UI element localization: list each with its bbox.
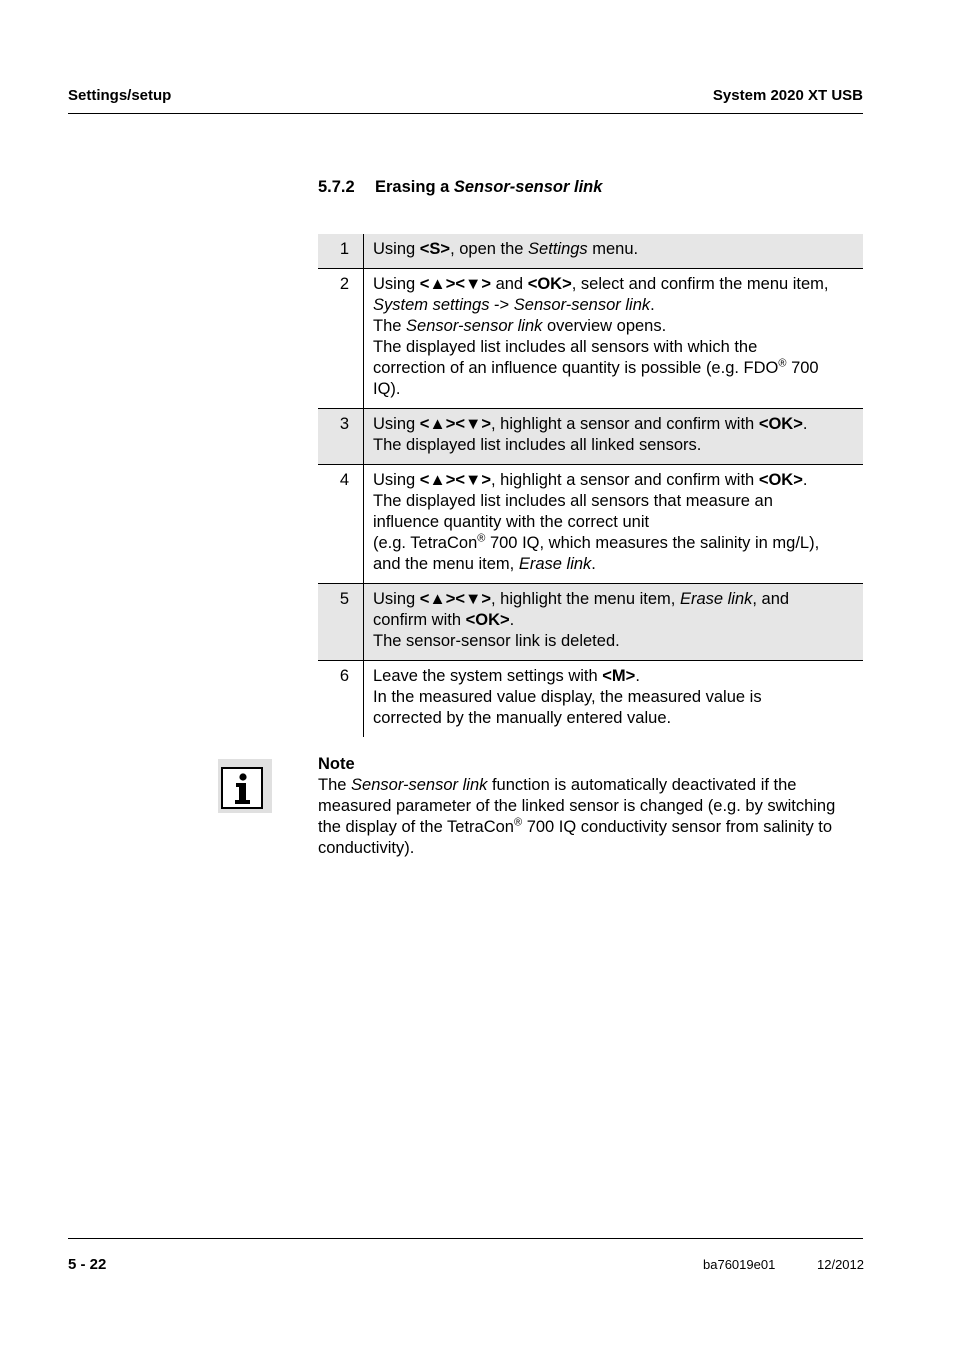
text-segment: Using: [373, 590, 420, 608]
text-segment: The displayed list includes all sensors with which the: [373, 338, 758, 356]
document-date: 12/2012: [817, 1257, 864, 1272]
text-segment: corrected by the manually entered value.: [373, 709, 672, 727]
menu-term: Sensor-sensor link: [406, 317, 543, 335]
key-label: <▲><▼>: [419, 415, 491, 433]
text-line: [373, 687, 859, 708]
document-id: ba76019e01: [703, 1257, 776, 1272]
text-line: [373, 554, 859, 575]
text-segment: The displayed list includes all linked sensors.: [373, 436, 702, 454]
text-segment: In the measured value display, the measured value is: [373, 688, 762, 706]
key-label: <OK>: [465, 611, 510, 629]
text-segment: , open the: [450, 240, 529, 258]
section-number: 5.7.2: [318, 178, 355, 196]
registered-mark: ®: [477, 532, 486, 545]
step-row: [318, 269, 863, 409]
text-line: [373, 239, 859, 260]
key-label: <OK>: [527, 275, 572, 293]
text-line: [373, 631, 859, 652]
text-segment: .: [650, 296, 655, 314]
step-text: [364, 234, 864, 269]
text-line: [373, 666, 859, 687]
step-row: [318, 234, 863, 269]
text-segment: .: [802, 471, 808, 489]
key-label: <OK>: [758, 415, 803, 433]
key-label: <M>: [602, 667, 636, 685]
text-segment: (e.g. TetraCon: [373, 534, 478, 552]
section-title-italic: Sensor-sensor link: [453, 178, 603, 196]
text-segment: .: [591, 555, 596, 573]
text-segment: 700 IQ, which measures the salinity in mg/L),: [485, 534, 820, 552]
text-line: [373, 316, 859, 337]
text-segment: Using: [373, 275, 420, 293]
step-row: [318, 409, 863, 465]
key-label: <▲><▼>: [419, 590, 491, 608]
menu-term: Settings: [528, 240, 588, 258]
note-body: [318, 775, 868, 859]
section-title-plain: Erasing a: [375, 178, 454, 196]
step-row: [318, 661, 863, 738]
text-line: [373, 379, 859, 400]
text-line: [318, 796, 868, 817]
text-line: [373, 491, 859, 512]
text-segment: 700 IQ conductivity sensor from salinity to: [522, 818, 833, 836]
text-line: [373, 610, 859, 631]
note-title: Note: [318, 755, 355, 773]
registered-mark: ®: [514, 816, 523, 829]
step-number-cell: [318, 584, 364, 661]
step-number-cell: [318, 661, 364, 738]
text-segment: The displayed list includes all sensors that measure an: [373, 492, 773, 510]
menu-term: System settings: [373, 296, 490, 314]
text-segment: Leave the system settings with: [373, 667, 603, 685]
text-line: [373, 589, 859, 610]
text-segment: ->: [489, 296, 514, 314]
footer-divider: [68, 1238, 863, 1239]
step-number: 4: [339, 471, 349, 489]
text-line: [318, 775, 868, 796]
step-number: 2: [339, 275, 349, 293]
info-icon: [218, 759, 272, 813]
section-heading: [318, 177, 602, 197]
header-product-name: System 2020 XT USB: [712, 87, 863, 104]
text-segment: The: [318, 776, 352, 794]
text-segment: Using: [373, 240, 420, 258]
step-text: [364, 584, 864, 661]
text-segment: and the menu item,: [373, 555, 519, 573]
text-line: [373, 708, 859, 729]
step-number-cell: [318, 465, 364, 584]
text-segment: , select and confirm the menu item,: [571, 275, 829, 293]
key-label: <OK>: [758, 471, 803, 489]
text-line: [373, 337, 859, 358]
text-segment: influence quantity with the correct unit: [373, 513, 650, 531]
header-divider: [68, 113, 863, 114]
text-segment: confirm with: [373, 611, 466, 629]
text-segment: correction of an influence quantity is possible (e.g. FDO: [373, 359, 779, 377]
step-text: [364, 409, 864, 465]
text-line: [373, 358, 859, 379]
text-line: [373, 435, 859, 456]
step-number-cell: [318, 234, 364, 269]
text-segment: .: [509, 611, 515, 629]
step-text: [364, 465, 864, 584]
step-number-cell: [318, 269, 364, 409]
text-segment: , highlight a sensor and confirm with: [491, 415, 759, 433]
text-line: [373, 512, 859, 533]
text-line: [373, 274, 859, 295]
menu-term: Sensor-sensor link: [351, 776, 488, 794]
step-number: 6: [339, 667, 349, 685]
menu-term: Sensor-sensor link: [513, 296, 651, 314]
text-segment: .: [802, 415, 808, 433]
text-segment: IQ).: [373, 380, 401, 398]
text-segment: , and: [752, 590, 790, 608]
steps-table: [318, 234, 863, 737]
key-label: <▲><▼>: [419, 471, 491, 489]
text-line: [373, 470, 859, 491]
text-segment: and: [491, 275, 528, 293]
text-line: [318, 817, 868, 838]
key-label: <S>: [419, 240, 451, 258]
text-segment: , highlight a sensor and confirm with: [491, 471, 759, 489]
registered-mark: ®: [778, 357, 787, 370]
step-row: [318, 584, 863, 661]
step-text: [364, 661, 864, 738]
menu-term: Erase link: [518, 555, 592, 573]
step-number: 3: [339, 415, 349, 433]
step-number: 1: [339, 240, 349, 258]
key-label: <▲><▼>: [419, 275, 491, 293]
text-segment: measured parameter of the linked sensor is changed (e.g. by switching: [318, 797, 836, 815]
text-segment: menu.: [587, 240, 639, 258]
text-segment: the display of the TetraCon: [318, 818, 514, 836]
menu-term: Erase link: [679, 590, 753, 608]
text-segment: Using: [373, 471, 420, 489]
text-segment: The sensor-sensor link is deleted.: [373, 632, 620, 650]
step-row: [318, 465, 863, 584]
text-line: [373, 414, 859, 435]
text-line: [318, 838, 868, 859]
step-number: 5: [339, 590, 349, 608]
text-segment: overview opens.: [542, 317, 667, 335]
text-segment: Using: [373, 415, 420, 433]
text-segment: 700: [786, 359, 819, 377]
text-segment: conductivity).: [318, 839, 415, 857]
header-section-title: Settings/setup: [68, 87, 172, 104]
step-number-cell: [318, 409, 364, 465]
text-line: [373, 295, 859, 316]
text-line: [373, 533, 859, 554]
text-segment: , highlight the menu item,: [491, 590, 680, 608]
text-segment: The: [373, 317, 407, 335]
text-segment: .: [635, 667, 640, 685]
page-number: 5 - 22: [68, 1256, 107, 1273]
step-text: [364, 269, 864, 409]
text-segment: function is automatically deactivated if the: [487, 776, 797, 794]
